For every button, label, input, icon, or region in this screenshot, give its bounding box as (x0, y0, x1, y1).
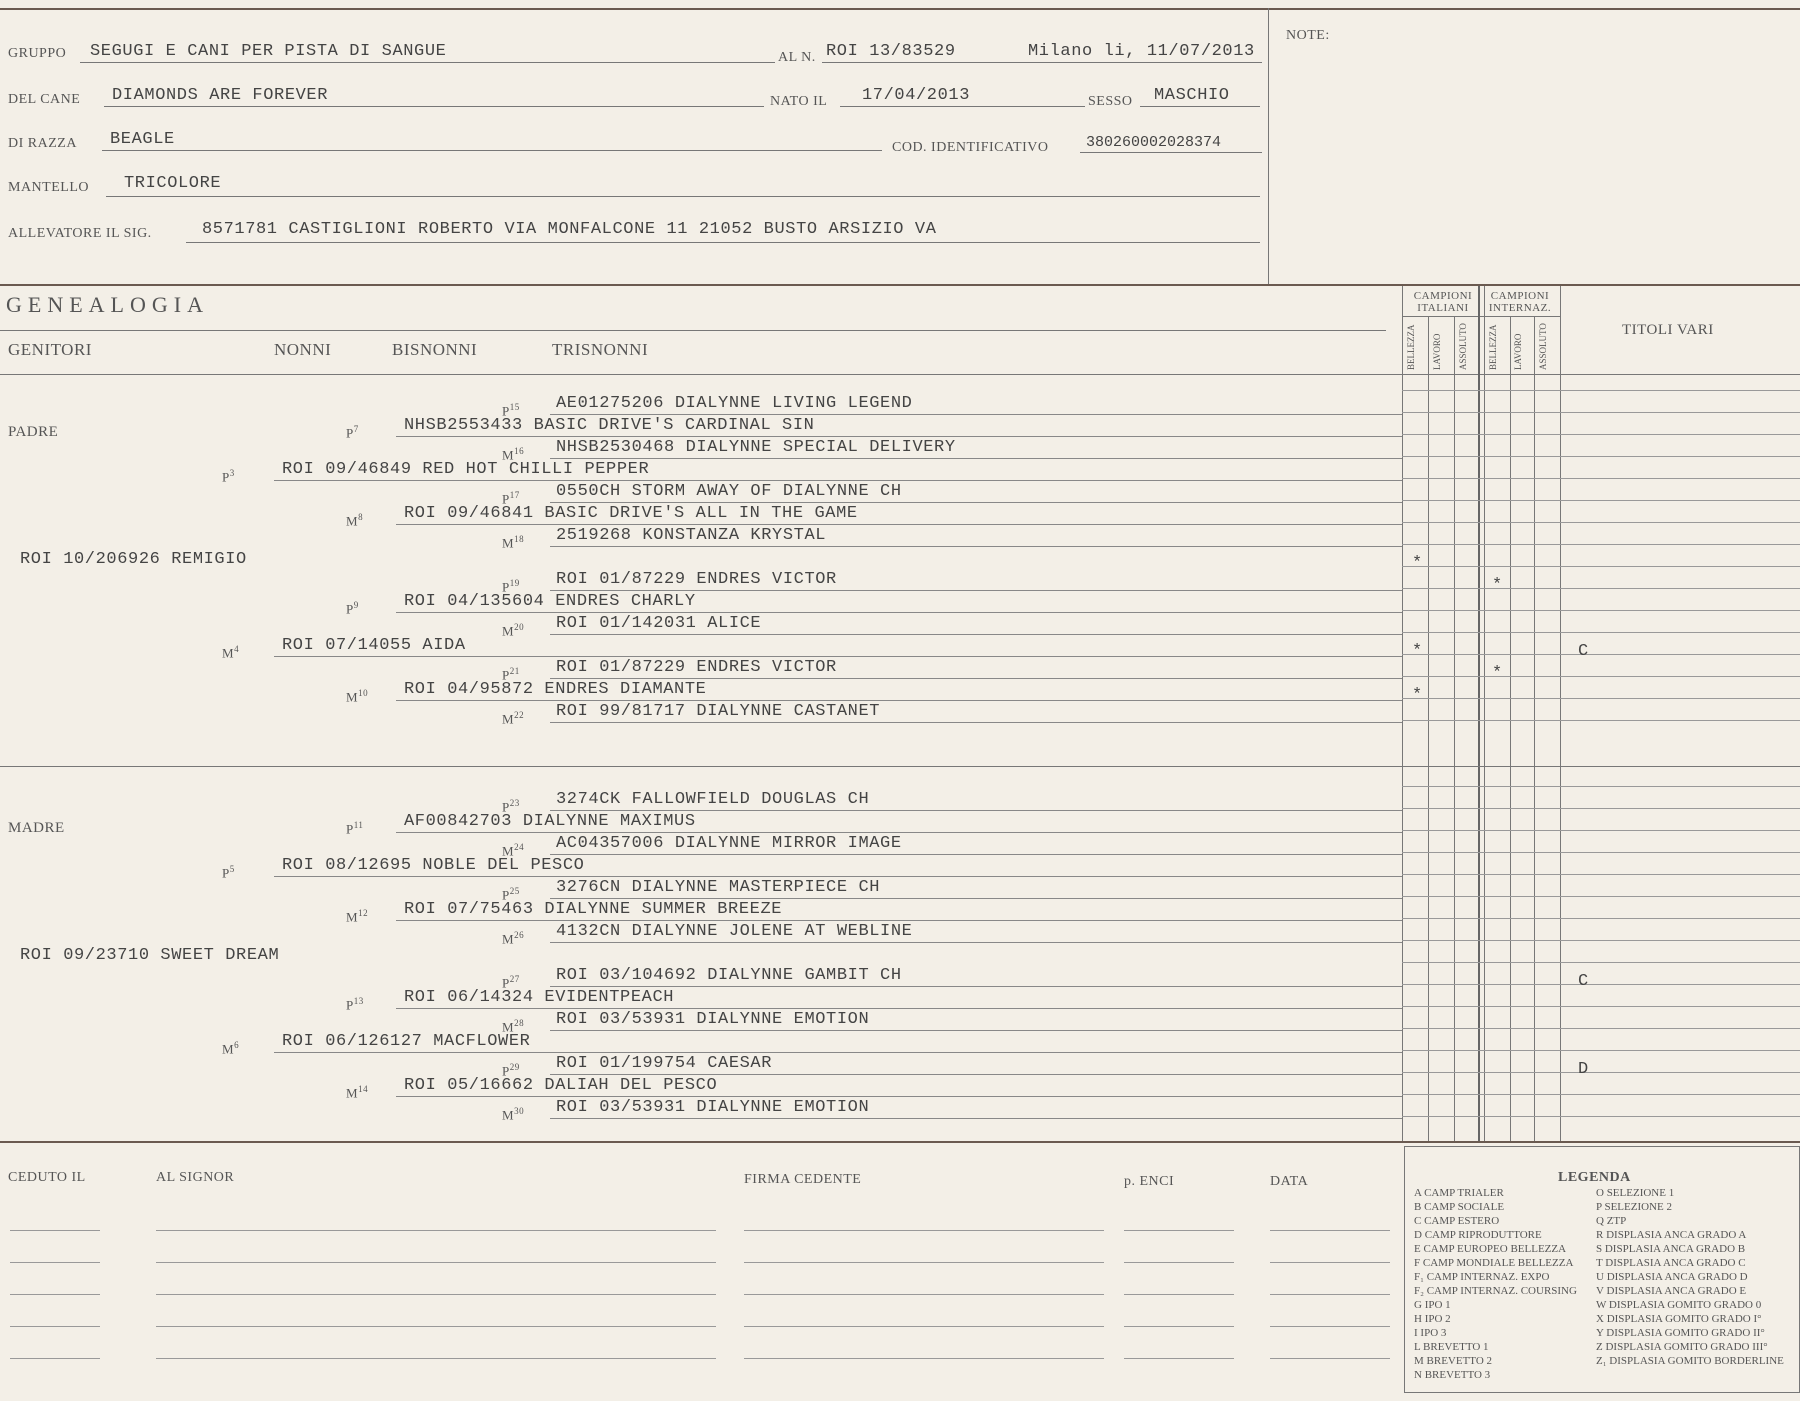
legenda-right-item: X DISPLASIA GOMITO GRADO I° (1596, 1313, 1762, 1325)
entry-name: ROI 04/135604 ENDRES CHARLY (404, 592, 696, 611)
entry-line (396, 1008, 1402, 1009)
entry-number: 7 (353, 424, 359, 434)
entry-number: 27 (509, 974, 520, 984)
entry-tag (222, 644, 239, 661)
entry-tag-letter: P (502, 667, 510, 683)
entry-name: ROI 09/46841 BASIC DRIVE'S ALL IN THE GAME (404, 504, 858, 523)
entry-tag-letter: M (502, 711, 515, 727)
legenda-left-item: F CAMP MONDIALE BELLEZZA (1414, 1257, 1574, 1269)
grid-line (1402, 478, 1800, 479)
entry-name: ROI 01/199754 CAESAR (556, 1054, 773, 1073)
title-mark: D (1578, 1060, 1589, 1079)
champ-int-line1: CAMPIONI (1490, 290, 1550, 302)
aln-value: ROI 13/83529 (826, 42, 956, 61)
entry-number: 28 (514, 1018, 525, 1028)
signature-line (1124, 1294, 1234, 1295)
entry-tag (222, 1040, 239, 1057)
legenda-title: LEGENDA (1558, 1170, 1631, 1185)
entry-name: NHSB2530468 DIALYNNE SPECIAL DELIVERY (556, 438, 956, 457)
signature-line (1124, 1262, 1234, 1263)
grid-line (1402, 610, 1800, 611)
entry-tag-letter: P (222, 865, 230, 881)
grid-line (1402, 984, 1800, 985)
nato-value: 17/04/2013 (862, 86, 971, 105)
entry-tag-letter: P (502, 799, 510, 815)
entry-tag (346, 688, 368, 705)
entry-name: ROI 99/81717 DIALYNNE CASTANET (556, 702, 881, 721)
entry-number: 19 (509, 578, 520, 588)
signature-line (10, 1358, 100, 1359)
legenda-left-item: F₂ CAMP INTERNAZ. COURSING (1414, 1285, 1577, 1297)
signature-line (10, 1230, 100, 1231)
entry-tag-letter: P (502, 491, 510, 507)
city-date: Milano li, 11/07/2013 (1028, 42, 1255, 61)
entry-number: 30 (514, 1106, 525, 1116)
grid-line (1402, 1028, 1800, 1029)
entry-number: 25 (509, 886, 520, 896)
entry-number: 22 (514, 710, 525, 720)
entry-name: ROI 06/14324 EVIDENTPEACH (404, 988, 675, 1007)
allevatore-value: 8571781 CASTIGLIONI ROBERTO VIA MONFALCONE 11 21052 BUSTO ARSIZIO VA (202, 220, 937, 239)
grid-line (1402, 632, 1800, 633)
entry-tag-letter: M (346, 689, 359, 705)
signature-line (156, 1326, 716, 1327)
signature-line (1270, 1358, 1390, 1359)
legenda-right-item: U DISPLASIA ANCA GRADO D (1596, 1271, 1748, 1283)
entry-number: 6 (234, 1040, 240, 1050)
champion-subheader: ASSOLUTO (1458, 323, 1468, 370)
entry-line (550, 1030, 1402, 1031)
entry-tag-letter: P (502, 579, 510, 595)
grid-line (1402, 1094, 1800, 1095)
cod-label: COD. IDENTIFICATIVO (892, 140, 1049, 155)
entry-tag (346, 600, 359, 617)
entry-line (396, 436, 1402, 437)
col-divider-6 (1510, 316, 1511, 1142)
entry-name: AC04357006 DIALYNNE MIRROR IMAGE (556, 834, 902, 853)
entry-name: 0550CH STORM AWAY OF DIALYNNE CH (556, 482, 902, 501)
entry-tag (346, 1084, 368, 1101)
signature-line (1270, 1230, 1390, 1231)
entry-number: 4 (234, 644, 240, 654)
entry-line (550, 634, 1402, 635)
ceduto-label: CEDUTO IL (8, 1170, 86, 1185)
signature-line (156, 1358, 716, 1359)
razza-label: DI RAZZA (8, 136, 77, 151)
signature-line (1270, 1326, 1390, 1327)
genealogia-title: GENEALOGIA (6, 292, 209, 317)
grid-line (1402, 808, 1800, 809)
titoli-vari-header: TITOLI VARI (1622, 322, 1714, 338)
entry-tag-letter: M (502, 623, 515, 639)
grid-line (1402, 588, 1800, 589)
legenda-right-item: V DISPLASIA ANCA GRADO E (1596, 1285, 1747, 1297)
cod-value: 380260002028374 (1086, 134, 1222, 151)
firma-label: FIRMA CEDENTE (744, 1172, 862, 1187)
legenda-left-item: B CAMP SOCIALE (1414, 1201, 1505, 1213)
entry-line (274, 656, 1402, 657)
entry-number: 14 (358, 1084, 369, 1094)
signature-line (10, 1262, 100, 1263)
entry-name: 3274CK FALLOWFIELD DOUGLAS CH (556, 790, 870, 809)
entry-tag-letter: M (346, 513, 359, 529)
entry-number: 12 (358, 908, 369, 918)
legenda-right-item: W DISPLASIA GOMITO GRADO 0 (1596, 1299, 1762, 1311)
entry-number: 26 (514, 930, 525, 940)
col-divider-8 (1560, 286, 1561, 1142)
grid-line (1402, 1116, 1800, 1117)
aln-label: AL N. (778, 50, 816, 65)
genealogy-header-line (0, 374, 1800, 375)
entry-number: 10 (358, 688, 369, 698)
entry-line (550, 458, 1402, 459)
entry-number: 23 (509, 798, 520, 808)
grid-line (1402, 940, 1800, 941)
title-mark: * (1492, 576, 1503, 595)
entry-name: AF00842703 DIALYNNE MAXIMUS (404, 812, 696, 831)
signature-line (744, 1262, 1104, 1263)
entry-tag (502, 534, 524, 551)
title-mark: * (1412, 686, 1423, 705)
grid-line (1402, 456, 1800, 457)
entry-line (550, 414, 1402, 415)
note-label: NOTE: (1286, 28, 1330, 43)
entry-number: 13 (353, 996, 364, 1006)
entry-number: 17 (509, 490, 520, 500)
entry-number: 9 (353, 600, 359, 610)
signature-line (1124, 1358, 1234, 1359)
title-mark: C (1578, 642, 1589, 661)
entry-number: 16 (514, 446, 525, 456)
signature-line (156, 1262, 716, 1263)
grid-line (1402, 1050, 1800, 1051)
col-divider-7 (1534, 316, 1535, 1142)
entry-line (550, 678, 1402, 679)
grid-line (1402, 962, 1800, 963)
entry-tag (222, 468, 235, 485)
entry-tag (222, 864, 235, 881)
sesso-value: MASCHIO (1154, 86, 1230, 105)
gruppo-value: SEGUGI E CANI PER PISTA DI SANGUE (90, 42, 447, 61)
entry-line (550, 854, 1402, 855)
nato-label: NATO IL (770, 94, 828, 109)
signature-line (744, 1358, 1104, 1359)
madre-name: ROI 09/23710 SWEET DREAM (20, 946, 280, 965)
champion-subheader: BELLEZZA (1406, 324, 1416, 370)
razza-value: BEAGLE (110, 130, 175, 149)
entry-line (550, 590, 1402, 591)
champ-int-header (1484, 290, 1556, 314)
title-mark: * (1492, 664, 1503, 683)
entry-line (274, 1052, 1402, 1053)
champ-it-header (1408, 290, 1478, 314)
entry-number: 29 (509, 1062, 520, 1072)
entry-number: 11 (353, 820, 364, 830)
entry-line (396, 832, 1402, 833)
champion-subheader: BELLEZZA (1488, 324, 1498, 370)
gruppo-line (80, 62, 775, 63)
legenda-right-item: R DISPLASIA ANCA GRADO A (1596, 1229, 1747, 1241)
champ-it-line1: CAMPIONI (1413, 290, 1473, 302)
genealogy-bottom-border (0, 1141, 1800, 1143)
header-bottom-border (0, 284, 1800, 286)
aln-line (822, 62, 1262, 63)
razza-line (102, 150, 882, 151)
entry-line (550, 942, 1402, 943)
champion-subheader: LAVORO (1513, 333, 1523, 370)
title-mark: * (1412, 554, 1423, 573)
signature-line (744, 1230, 1104, 1231)
entry-tag-letter: P (346, 425, 354, 441)
entry-name: NHSB2553433 BASIC DRIVE'S CARDINAL SIN (404, 416, 815, 435)
sesso-line (1140, 106, 1260, 107)
entry-line (396, 700, 1402, 701)
grid-line (1402, 500, 1800, 501)
entry-name: ROI 07/14055 AIDA (282, 636, 466, 655)
legenda-left-item: H IPO 2 (1414, 1313, 1451, 1325)
entry-tag (502, 622, 524, 639)
entry-tag-letter: M (502, 843, 515, 859)
entry-tag (346, 908, 368, 925)
entry-tag-letter: M (346, 909, 359, 925)
legenda-left-item: I IPO 3 (1414, 1327, 1447, 1339)
data-label: DATA (1270, 1174, 1309, 1189)
entry-number: 18 (514, 534, 525, 544)
signature-line (10, 1294, 100, 1295)
entry-tag (502, 930, 524, 947)
signature-line (1124, 1230, 1234, 1231)
champ-int-line2: INTERNAZ. (1488, 302, 1552, 314)
grid-line (1402, 566, 1800, 567)
legenda-right-item: Z₁ DISPLASIA GOMITO BORDERLINE (1596, 1355, 1784, 1367)
entry-name: ROI 01/142031 ALICE (556, 614, 762, 633)
grid-line (1402, 522, 1800, 523)
legenda-left-item: L BREVETTO 1 (1414, 1341, 1489, 1353)
allevatore-label: ALLEVATORE IL SIG. (8, 226, 152, 241)
legenda-left-item: E CAMP EUROPEO BELLEZZA (1414, 1243, 1567, 1255)
grid-line (1402, 676, 1800, 677)
entry-tag-letter: M (502, 931, 515, 947)
entry-tag-letter: M (502, 447, 515, 463)
legenda-right-item: Q ZTP (1596, 1215, 1627, 1227)
entry-number: 21 (509, 666, 520, 676)
col-divider-3 (1454, 316, 1455, 1142)
grid-line (1402, 544, 1800, 545)
col-nonni: NONNI (274, 340, 332, 359)
grid-line (1402, 918, 1800, 919)
grid-line (1402, 654, 1800, 655)
padre-label: PADRE (8, 424, 59, 440)
signature-line (744, 1326, 1104, 1327)
col-divider-2 (1428, 316, 1429, 1142)
legenda-right (1596, 1186, 1784, 1368)
entry-number: 3 (229, 468, 235, 478)
entry-tag (346, 820, 363, 837)
cane-line (104, 106, 764, 107)
entry-line (396, 920, 1402, 921)
legenda-left (1414, 1186, 1577, 1382)
grid-line (1402, 412, 1800, 413)
gruppo-label: GRUPPO (8, 46, 67, 61)
entry-line (274, 876, 1402, 877)
title-mark: * (1412, 642, 1423, 661)
entry-line (274, 480, 1402, 481)
mantello-line (106, 196, 1260, 197)
entry-name: ROI 06/126127 MACFLOWER (282, 1032, 531, 1051)
champ-it-line2: ITALIANI (1417, 302, 1469, 314)
entry-tag (346, 996, 364, 1013)
title-mark: C (1578, 972, 1589, 991)
entry-name: ROI 03/104692 DIALYNNE GAMBIT CH (556, 966, 902, 985)
grid-line (1402, 830, 1800, 831)
col-divider-4 (1478, 286, 1480, 1142)
entry-tag (502, 710, 524, 727)
col-divider-1 (1402, 286, 1403, 1142)
col-trisnonni: TRISNONNI (552, 340, 649, 359)
nato-line (840, 106, 1085, 107)
entry-line (550, 898, 1402, 899)
entry-tag-letter: M (222, 645, 235, 661)
legenda-left-item: A CAMP TRIALER (1414, 1187, 1504, 1199)
entry-tag-letter: P (502, 975, 510, 991)
legenda-left-item: C CAMP ESTERO (1414, 1215, 1500, 1227)
sesso-label: SESSO (1088, 94, 1133, 109)
entry-name: ROI 01/87229 ENDRES VICTOR (556, 658, 837, 677)
grid-line (1402, 390, 1800, 391)
signature-line (156, 1294, 716, 1295)
grid-line (1402, 1006, 1800, 1007)
entry-name: ROI 09/46849 RED HOT CHILLI PEPPER (282, 460, 650, 479)
grid-line (1402, 852, 1800, 853)
entry-tag (502, 1106, 524, 1123)
allevatore-line (186, 242, 1260, 243)
entry-line (550, 546, 1402, 547)
entry-name: ROI 08/12695 NOBLE DEL PESCO (282, 856, 585, 875)
entry-tag-letter: M (222, 1041, 235, 1057)
legenda-right-item: T DISPLASIA ANCA GRADO C (1596, 1257, 1746, 1269)
legenda-right-item: Z DISPLASIA GOMITO GRADO III° (1596, 1341, 1768, 1353)
entry-line (396, 612, 1402, 613)
entry-name: ROI 01/87229 ENDRES VICTOR (556, 570, 837, 589)
signature-line (744, 1294, 1104, 1295)
signature-line (10, 1326, 100, 1327)
entry-tag-letter: P (346, 601, 354, 617)
padre-madre-divider (0, 766, 1800, 767)
entry-line (550, 986, 1402, 987)
champion-subheader: LAVORO (1432, 333, 1442, 370)
entry-tag-letter: M (502, 535, 515, 551)
col-divider-5 (1484, 286, 1485, 1142)
entry-tag-letter: P (502, 887, 510, 903)
signature-line (1270, 1294, 1390, 1295)
entry-name: 2519268 KONSTANZA KRYSTAL (556, 526, 827, 545)
entry-line (550, 1118, 1402, 1119)
entry-line (396, 1096, 1402, 1097)
entry-line (550, 1074, 1402, 1075)
entry-line (550, 722, 1402, 723)
entry-number: 20 (514, 622, 525, 632)
entry-number: 24 (514, 842, 525, 852)
cane-value: DIAMONDS ARE FOREVER (112, 86, 329, 105)
entry-number: 8 (358, 512, 364, 522)
note-divider (1268, 8, 1269, 284)
entry-number: 15 (509, 402, 520, 412)
entry-name: ROI 03/53931 DIALYNNE EMOTION (556, 1010, 870, 1029)
legenda-right-item: Y DISPLASIA GOMITO GRADO II° (1596, 1327, 1765, 1339)
signor-label: AL SIGNOR (156, 1170, 235, 1185)
grid-line (1402, 698, 1800, 699)
entry-name: ROI 05/16662 DALIAH DEL PESCO (404, 1076, 718, 1095)
grid-line (1402, 896, 1800, 897)
champion-subheader: ASSOLUTO (1538, 323, 1548, 370)
legenda-left-item: N BREVETTO 3 (1414, 1369, 1491, 1381)
entry-tag-letter: P (222, 469, 230, 485)
entry-tag (346, 512, 363, 529)
legenda-left-item: D CAMP RIPRODUTTORE (1414, 1229, 1542, 1241)
signature-line (1124, 1326, 1234, 1327)
legenda-left-item: G IPO 1 (1414, 1299, 1451, 1311)
cane-label: DEL CANE (8, 92, 81, 107)
mantello-label: MANTELLO (8, 180, 89, 195)
entry-name: ROI 04/95872 ENDRES DIAMANTE (404, 680, 707, 699)
entry-name: ROI 03/53931 DIALYNNE EMOTION (556, 1098, 870, 1117)
entry-tag-letter: M (346, 1085, 359, 1101)
padre-name: ROI 10/206926 REMIGIO (20, 550, 247, 569)
entry-tag (346, 424, 359, 441)
champ-sub-line (1402, 316, 1560, 317)
entry-tag-letter: P (502, 403, 510, 419)
entry-line (396, 524, 1402, 525)
entry-name: ROI 07/75463 DIALYNNE SUMMER BREEZE (404, 900, 783, 919)
entry-name: 3276CN DIALYNNE MASTERPIECE CH (556, 878, 881, 897)
entry-line (550, 502, 1402, 503)
entry-line (550, 810, 1402, 811)
entry-tag-letter: M (502, 1019, 515, 1035)
grid-line (1402, 874, 1800, 875)
top-border (0, 8, 1800, 10)
col-bisnonni: BISNONNI (392, 340, 478, 359)
entry-name: AE01275206 DIALYNNE LIVING LEGEND (556, 394, 913, 413)
col-genitori: GENITORI (8, 340, 92, 359)
grid-line (1402, 1072, 1800, 1073)
legenda-right-item: S DISPLASIA ANCA GRADO B (1596, 1243, 1746, 1255)
cod-line (1080, 152, 1262, 153)
signature-line (156, 1230, 716, 1231)
legenda-left-item: F₁ CAMP INTERNAZ. EXPO (1414, 1271, 1550, 1283)
legenda-left-item: M BREVETTO 2 (1414, 1355, 1493, 1367)
entry-tag-letter: P (502, 1063, 510, 1079)
mantello-value: TRICOLORE (124, 174, 222, 193)
madre-label: MADRE (8, 820, 65, 836)
signature-line (1270, 1262, 1390, 1263)
entry-tag-letter: P (346, 821, 354, 837)
enci-label: p. ENCI (1124, 1174, 1175, 1189)
grid-line (1402, 720, 1800, 721)
entry-name: 4132CN DIALYNNE JOLENE AT WEBLINE (556, 922, 913, 941)
legenda-right-item: P SELEZIONE 2 (1596, 1201, 1672, 1213)
entry-number: 5 (229, 864, 235, 874)
genealogy-title-line (0, 330, 1386, 331)
entry-tag-letter: M (502, 1107, 515, 1123)
legenda-right-item: O SELEZIONE 1 (1596, 1187, 1675, 1199)
entry-tag-letter: P (346, 997, 354, 1013)
grid-line (1402, 786, 1800, 787)
grid-line (1402, 434, 1800, 435)
